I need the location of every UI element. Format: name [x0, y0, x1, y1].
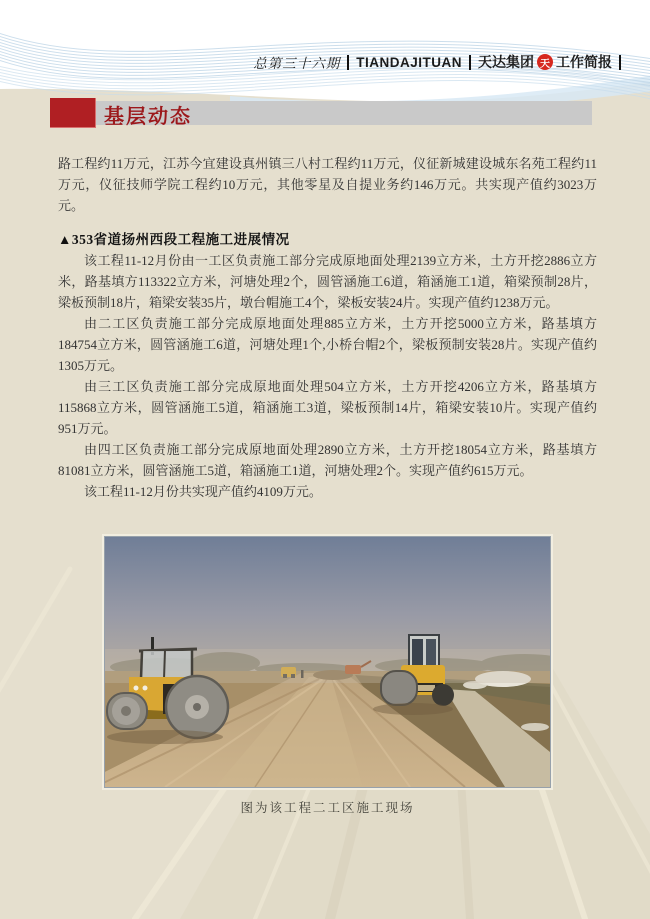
separator-bar: [619, 55, 621, 70]
section-title: 基层动态: [104, 106, 192, 128]
organization-name: 天达集团: [478, 54, 534, 70]
separator-bar: [347, 55, 349, 70]
section-banner: [50, 98, 592, 128]
issue-number: 总第三十六期: [253, 56, 341, 71]
page-header: [253, 52, 628, 72]
body-paragraph: 该工程11-12月份由一工区负责施工部分完成原地面处理2139立方米，土方开挖2886立方米，路基填方113322立方米，河塘处理2个，圆管涵施工6道，箱涵施工1道，箱梁预制28片，梁板预制18片，箱梁安装35片，墩台帽施工4个，梁板安装24片。实现产值约1238万元。: [58, 253, 597, 310]
tianda-logo-icon: 天: [537, 54, 553, 70]
body-paragraph: 由二工区负责施工部分完成原地面处理885立方米，土方开挖5000立方米，路基填方184754立方米，圆管涵施工6道，河塘处理1个,小桥台帽2个，梁板预制安装28片。实现产值约1305万元。: [58, 316, 597, 373]
separator-bar: [469, 55, 471, 70]
publication-name: 工作简报: [556, 54, 612, 70]
intro-paragraph: 路工程约11万元，江苏今宜建设真州镇三八村工程约11万元，仪征新城建设城东名苑工程约11万元，仪征技师学院工程约10万元，其他零星及自提业务约146万元。共实现产值约3023万元。: [58, 156, 597, 213]
photo-caption: 图为该工程二工区施工现场: [240, 801, 415, 815]
brand-name: TIANDAJITUAN: [356, 54, 462, 70]
body-paragraph: 该工程11-12月份共实现产值约4109万元。: [84, 484, 322, 499]
body-paragraph: 由三工区负责施工部分完成原地面处理504立方米，土方开挖4206立方米，路基填方115868立方米，圆管涵施工5道，箱涵施工3道，梁板预制14片，箱梁安装10片。实现产值约951万元。: [58, 379, 597, 436]
body-paragraph: 由四工区负责施工部分完成原地面处理2890立方米，土方开挖18054立方米，路基填方81081立方米，圆管涵施工5道，箱涵施工1道，河塘处理2个。实现产值约615万元。: [58, 442, 597, 478]
article-body: [58, 153, 597, 502]
article-heading: ▲353省道扬州西段工程施工进展情况: [58, 232, 290, 247]
construction-photo: [104, 536, 551, 788]
banner-red-square: [50, 98, 96, 128]
